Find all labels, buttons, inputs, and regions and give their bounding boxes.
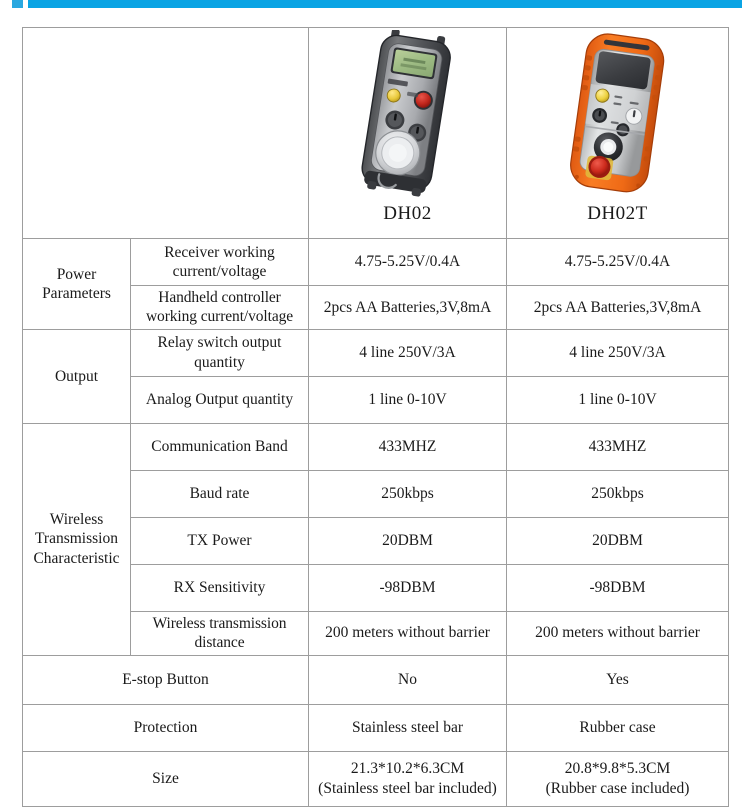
group-label-line2: Transmission [35, 530, 118, 548]
value-dh02t-estop-button: Yes [507, 655, 729, 704]
value-dh02t-handheld-working-current: 2pcs AA Batteries,3V,8mA [507, 286, 729, 330]
value-dh02t-rx-sensitivity: -98DBM [507, 564, 729, 611]
param-rx-sensitivity: RX Sensitivity [131, 564, 309, 611]
value-dh02t-communication-band: 433MHZ [507, 423, 729, 470]
param-protection: Protection [23, 704, 309, 751]
param-wireless-transmission-distance: Wireless transmission distance [131, 611, 309, 655]
group-label-line3: Characteristic [33, 549, 120, 567]
dh02-product-image [309, 30, 506, 198]
value-dh02t-receiver-working-current: 4.75-5.25V/0.4A [507, 239, 729, 286]
param-analog-output-quantity: Analog Output quantity [131, 376, 309, 423]
header-empty-cell [23, 28, 309, 239]
value-dh02t-size [507, 751, 729, 806]
value-dh02t-protection: Rubber case [507, 704, 729, 751]
value-dh02-receiver-working-current: 4.75-5.25V/0.4A [309, 239, 507, 286]
table-header-row [23, 28, 729, 239]
top-accent-bar [0, 0, 750, 14]
table-row [23, 239, 729, 286]
model-cell-dh02 [309, 28, 507, 239]
value-dh02-tx-power: 20DBM [309, 517, 507, 564]
value-dh02-handheld-working-current: 2pcs AA Batteries,3V,8mA [309, 286, 507, 330]
dh02t-product-image [507, 30, 728, 198]
accent-square-icon [12, 0, 23, 8]
value-dh02-size-line1: 21.3*10.2*6.3CM [350, 760, 465, 778]
group-label-line1: Power [56, 265, 97, 283]
param-communication-band: Communication Band [131, 423, 309, 470]
value-dh02t-size-line2: (Rubber case included) [545, 779, 690, 797]
param-baud-rate: Baud rate [131, 470, 309, 517]
value-dh02-size [309, 751, 507, 806]
value-dh02-wireless-transmission-distance: 200 meters without barrier [309, 611, 507, 655]
value-dh02-estop-button: No [309, 655, 507, 704]
model-cell-dh02t [507, 28, 729, 239]
group-label-line2: Parameters [42, 284, 111, 302]
value-dh02-size-line2: (Stainless steel bar included) [318, 779, 497, 797]
value-dh02-analog-output: 1 line 0-10V [309, 376, 507, 423]
value-dh02t-size-line1: 20.8*9.8*5.3CM [564, 760, 671, 778]
value-dh02t-wireless-transmission-distance: 200 meters without barrier [507, 611, 729, 655]
group-label-line1: Wireless [49, 511, 104, 529]
param-tx-power: TX Power [131, 517, 309, 564]
table-row [23, 655, 729, 704]
param-handheld-working-current: Handheld controller working current/voltage [131, 286, 309, 330]
group-label-power-parameters [23, 239, 131, 330]
value-dh02t-analog-output: 1 line 0-10V [507, 376, 729, 423]
value-dh02t-relay-switch-output: 4 line 250V/3A [507, 329, 729, 376]
model-label-dh02t: DH02T [587, 203, 648, 225]
accent-stripe [28, 0, 742, 8]
table-row [23, 329, 729, 376]
value-dh02-protection: Stainless steel bar [309, 704, 507, 751]
value-dh02-communication-band: 433MHZ [309, 423, 507, 470]
param-estop-button: E-stop Button [23, 655, 309, 704]
value-dh02-rx-sensitivity: -98DBM [309, 564, 507, 611]
table-row [23, 423, 729, 470]
group-label-wireless-transmission-characteristic [23, 423, 131, 655]
model-label-dh02: DH02 [383, 203, 432, 225]
table-row [23, 704, 729, 751]
table-row [23, 751, 729, 806]
value-dh02t-tx-power: 20DBM [507, 517, 729, 564]
param-relay-switch-output-quantity: Relay switch output quantity [131, 329, 309, 376]
specification-table [22, 27, 729, 807]
value-dh02-baud-rate: 250kbps [309, 470, 507, 517]
param-size: Size [23, 751, 309, 806]
value-dh02-relay-switch-output: 4 line 250V/3A [309, 329, 507, 376]
param-receiver-working-current: Receiver working current/voltage [131, 239, 309, 286]
value-dh02t-baud-rate: 250kbps [507, 470, 729, 517]
group-label-output: Output [23, 329, 131, 423]
